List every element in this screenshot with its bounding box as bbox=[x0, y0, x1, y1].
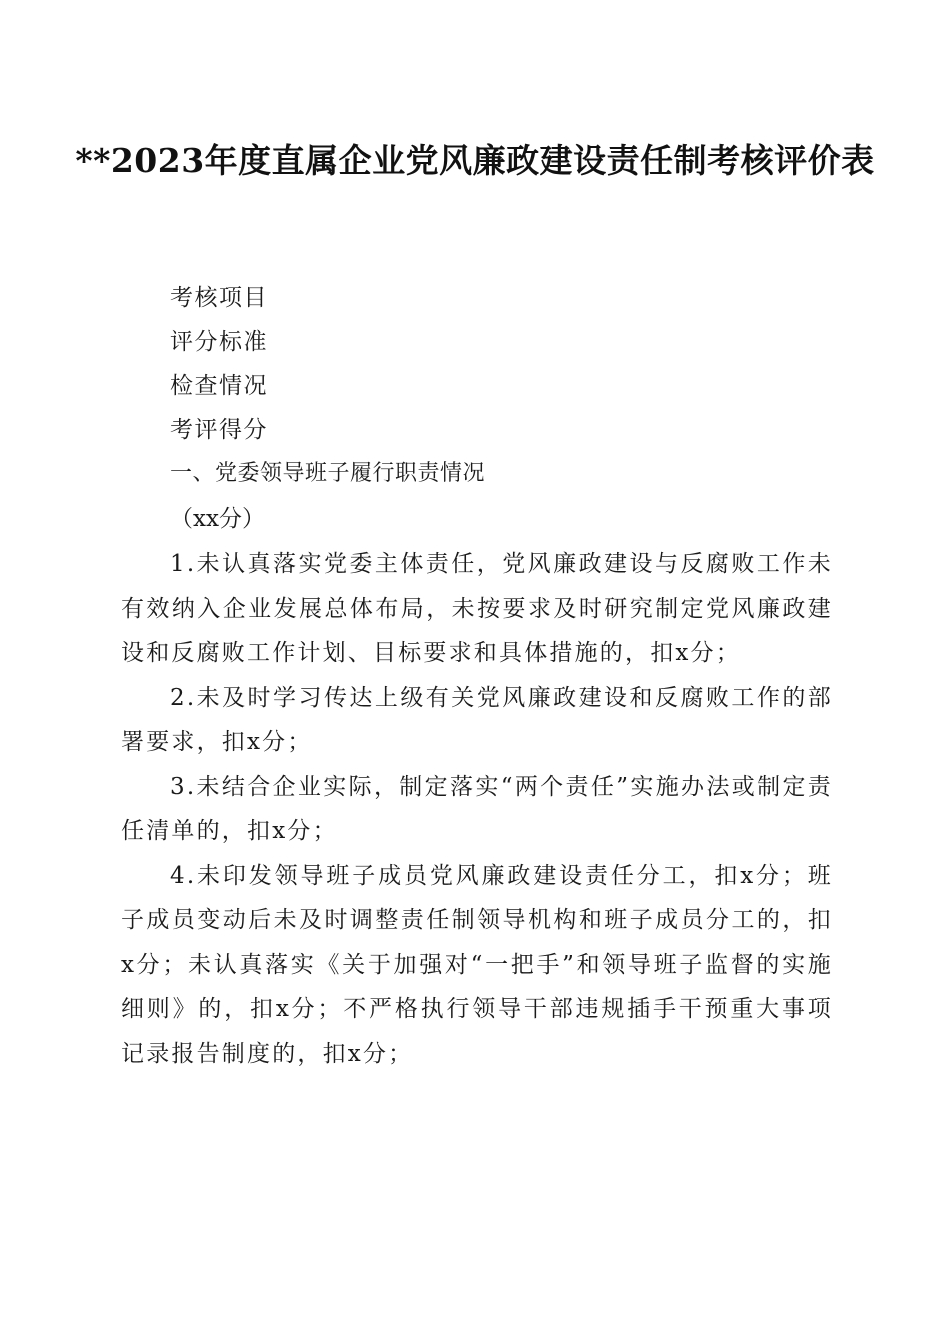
section-score: （xx分） bbox=[170, 506, 265, 532]
label-evaluation-score: 考评得分 bbox=[170, 417, 268, 443]
item-paragraph-3: 3.未结合企业实际，制定落实“两个责任”实施办法或制定责任清单的，扣x分； bbox=[121, 773, 833, 844]
section-heading: 一、党委领导班子履行职责情况 bbox=[170, 461, 486, 486]
label-scoring-standard: 评分标准 bbox=[170, 329, 268, 355]
item-paragraph-1: 1.未认真落实党委主体责任，党风廉政建设与反腐败工作未有效纳入企业发展总体布局，未按要求及时研究制定党风廉政建设和反腐败工作计划、目标要求和具体措施的，扣x分； bbox=[121, 551, 833, 666]
document-title: **2023年度直属企业党风廉政建设责任制考核评价表 bbox=[75, 141, 875, 180]
label-inspection-status: 检查情况 bbox=[170, 373, 268, 399]
label-assessment-item: 考核项目 bbox=[170, 285, 268, 311]
item-paragraph-2: 2.未及时学习传达上级有关党风廉政建设和反腐败工作的部署要求，扣x分； bbox=[121, 684, 833, 755]
document-body bbox=[121, 276, 833, 1076]
item-paragraph-4: 4.未印发领导班子成员党风廉政建设责任分工，扣x分；班子成员变动后未及时调整责任制领导机构和班子成员分工的，扣x分；未认真落实《关于加强对“一把手”和领导班子监督的实施细则》的，扣x分；不严格执行领导干部违规插手干预重大事项记录报告制度的，扣x分； bbox=[121, 862, 833, 1067]
